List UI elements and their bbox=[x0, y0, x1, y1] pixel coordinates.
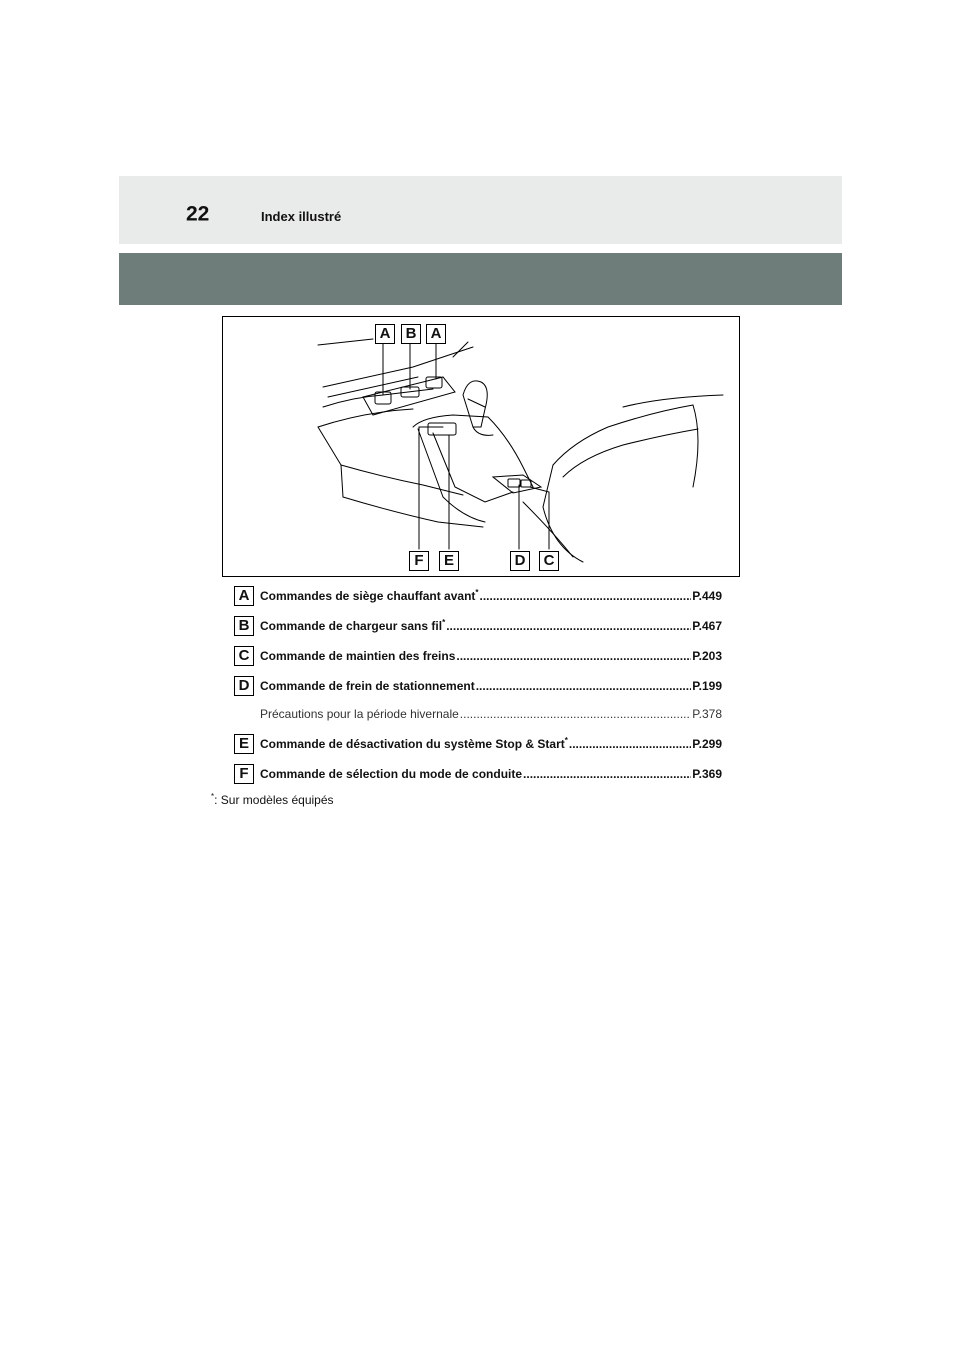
header-band bbox=[119, 253, 842, 305]
label-f: F bbox=[409, 551, 429, 571]
item-label: Commande de chargeur sans fil bbox=[260, 619, 443, 633]
label-e: E bbox=[439, 551, 459, 571]
page-ref-link[interactable]: P.369 bbox=[692, 767, 722, 781]
item-label: Commandes de siège chauffant avant bbox=[260, 589, 476, 603]
footnote-mark: * bbox=[564, 736, 568, 745]
page-ref-link[interactable]: P.299 bbox=[692, 737, 722, 751]
footnote-mark: * bbox=[442, 618, 446, 627]
footnote-text: : Sur modèles équipés bbox=[214, 793, 334, 807]
item-letter-box: B bbox=[234, 616, 254, 636]
page-ref-link[interactable]: P.199 bbox=[692, 679, 722, 693]
section-title: Index illustré bbox=[261, 209, 342, 224]
page-ref-link[interactable]: P.378 bbox=[692, 707, 722, 721]
label-b: B bbox=[401, 324, 421, 344]
item-letter-box: C bbox=[234, 646, 254, 666]
console-drawing bbox=[223, 317, 739, 576]
page-ref-link[interactable]: P.203 bbox=[692, 649, 722, 663]
item-label: Commande de désactivation du système Stop & Start bbox=[260, 737, 565, 751]
page-ref-link[interactable]: P.449 bbox=[692, 589, 722, 603]
footnote bbox=[211, 792, 334, 807]
label-c: C bbox=[539, 551, 559, 571]
page-ref-link[interactable]: P.467 bbox=[692, 619, 722, 633]
label-a: A bbox=[426, 324, 446, 344]
item-letter-box: A bbox=[234, 586, 254, 606]
footnote-mark: * bbox=[475, 588, 479, 597]
label-d: D bbox=[510, 551, 530, 571]
page-number: 22 bbox=[186, 202, 210, 226]
item-letter-box: E bbox=[234, 734, 254, 754]
item-label: Précautions pour la période hivernale bbox=[260, 707, 459, 721]
item-letter-box: D bbox=[234, 676, 254, 696]
footnote-mark: * bbox=[211, 792, 215, 801]
item-label: Commande de sélection du mode de conduite bbox=[260, 767, 523, 781]
label-a: A bbox=[375, 324, 395, 344]
page-header bbox=[119, 176, 842, 244]
item-label: Commande de frein de stationnement bbox=[260, 679, 475, 693]
console-illustration bbox=[222, 316, 740, 577]
item-label: Commande de maintien des freins bbox=[260, 649, 456, 663]
item-letter-box: F bbox=[234, 764, 254, 784]
